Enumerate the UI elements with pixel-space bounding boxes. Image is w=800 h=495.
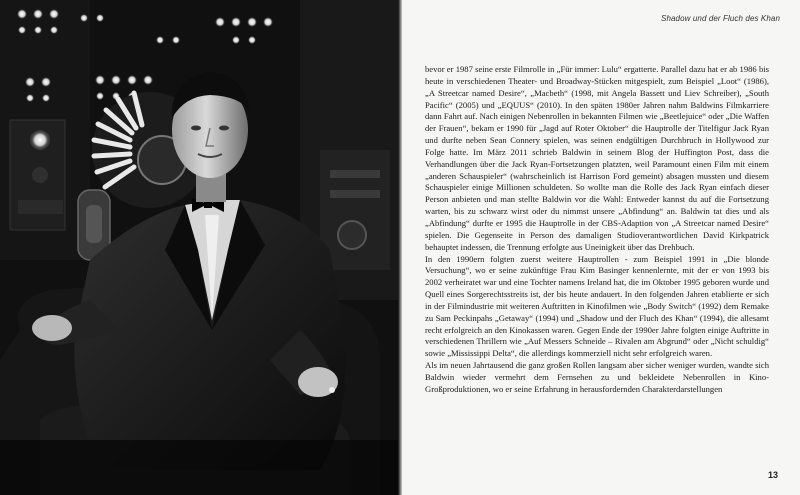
text-page (402, 0, 800, 495)
paragraph-3: Als im neuen Jahrtausend die ganz großen Rollen langsam aber sicher weniger wurden, wandte sich Baldwin wieder vermehrt dem Fernsehen zu und bekleidete Nebenrollen in Kino-Großproduktionen, wo er seine Erfahrung in herausfordernden Charakterdarstellungen (425, 360, 769, 394)
paragraph-1: bevor er 1987 seine erste Filmrolle in „Für immer: Lulu“ ergatterte. Parallel dazu hat er ab 1986 bis heute in verschiedenen Theater- und Broadway-Stücken mitgespielt, zum Beispiel „Loot“ (1986), „A Streetcar named Desire“, „Macbeth“ (1998, mit Angela Bassett und Liev Schreiber), „South Pacific“ (2005) und „EQUUS“ (2010). In den späten 1980er Jahren nahm Baldwins Filmkarriere dann Fahrt auf. Nach einigen Nebenrollen in bekannten Filmen wie „Beetlejuice“ oder „Die Waffen der Frauen“, bekam er 1990 für „Jagd auf Roter Oktober“ die Hauptrolle der Titelfigur Jack Ryan und durfte neben Sean Connery spielen, was seinen endgültigen Durchbruch in Hollywood zur Folge hatte. Im März 2011 schrieb Baldwin in seinem Blog der Huffington Post, dass die Verhandlungen über die Jack Ryan-Fortsetzungen platzten, weil Paramount einen Film mit einem „anderen Schauspieler“ (wahrscheinlich ist Harrison Ford gemeint) absagen mussten und diesem Schauspieler einige Millionen schuldeten. So wollte man die Rolle des Jack Ryan einfach dieser Person anbieten und man stellte Baldwin vor die Wahl: Entweder kannst du auf die Fortsetzung warten, bis zu schwarz wirst oder du nimmst unsere „Abfindung“ an. Baldwin tat dies und als „Abfindung“ durfte er 1995 die Hauptrolle in der CBS-Adaption von „A Streetcar named Desire“ spielen. Die Gegenseite in Person des damaligen Studioverantwortlichen David Kirkpatrick behauptet indessen, die Trennung erfolgte aus Uneinigkeit über das Drehbuch. (425, 64, 769, 252)
body-text (425, 64, 769, 396)
running-head: Shadow und der Fluch des Khan (661, 14, 780, 23)
page-number: 13 (767, 470, 778, 480)
paragraph-2: In den 1990ern folgten zuerst weitere Hauptrollen - zum Beispiel 1991 in „Die blonde Versuchung“, wo er seine zukünftige Frau Kim Basinger kennenlernte, mit der er von 1993 bis 2002 verheiratet war und eine Tochter namens Ireland hat, die im Oktober 1995 geboren wurde und Quell eines Sorgerechtsstreits ist, der bis heute andauert. In den folgenden Jahren etablierte er sich in der Filmindustrie mit weiteren Auftritten in Kinofilmen wie „Body Switch“ (1992) dem Remake zu Sam Peckinpahs „Getaway“ (1994) und „Shadow und der Fluch des Khan“ (1994), die allesamt recht erfolgreich an den Kinokassen waren. Gegen Ende der 1990er Jahre folgten einige Auftritte in verschiedenen Thrillern wie „Auf Messers Schneide – Rivalen am Abgrund“ oder „Nicht schuldig“ sowie „Mississippi Delta“, die allerdings kommerziell nicht sehr erfolgreich waren. (425, 253, 769, 359)
